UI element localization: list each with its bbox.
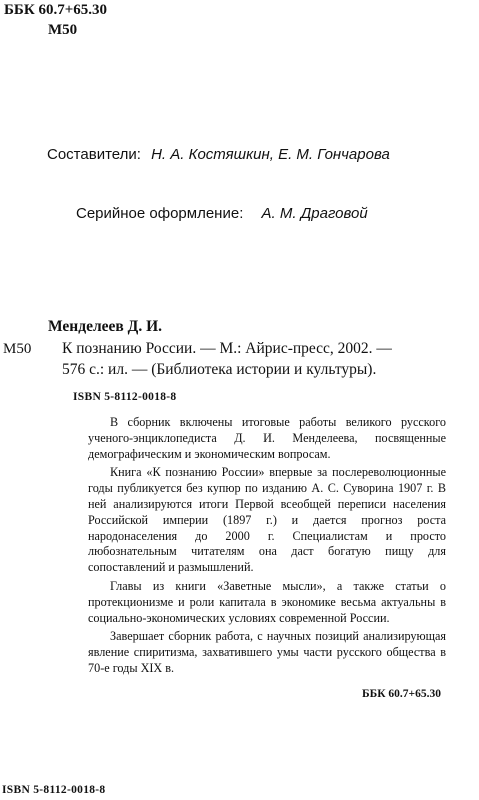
bbk-classification-top: ББК 60.7+65.30 bbox=[4, 2, 108, 18]
bibliographic-reference-line-2: 576 с.: ил. — (Библиотека истории и культуры). bbox=[62, 361, 377, 378]
bibliographic-reference-line-1: К познанию России. — М.: Айрис-пресс, 2002. — bbox=[62, 340, 392, 357]
isbn-catalog: ISBN 5-8112-0018-8 bbox=[73, 391, 177, 403]
design-line bbox=[76, 205, 368, 222]
annotation-paragraph: В сборник включены итоговые работы великого русского ученого-энциклопедиста Д. И. Менделеева, посвященные демографическим и экономическим вопросам. bbox=[88, 415, 446, 461]
annotation-paragraph: Завершает сборник работа, с научных позиций анализирующая явление спиритизма, захватившего умы части русского общества в 70-е годы XIX в. bbox=[88, 629, 446, 675]
annotation-paragraph: Главы из книги «Заветные мысли», а также статьи о протекционизме и роли капитала в экономике весьма актуальны в социально-экономических условиях современной России. bbox=[88, 578, 446, 625]
annotation bbox=[88, 415, 446, 680]
isbn-footer: ISBN 5-8112-0018-8 bbox=[2, 784, 106, 796]
catalog-author: Менделеев Д. И. bbox=[48, 318, 163, 335]
bbk-classification-bottom: ББК 60.7+65.30 bbox=[362, 688, 441, 700]
compilers-label: Составители: bbox=[47, 146, 141, 163]
author-code-top: М50 bbox=[48, 22, 78, 38]
design-name: А. М. Драговой bbox=[261, 205, 368, 222]
design-label: Серийное оформление: bbox=[76, 205, 244, 222]
annotation-paragraph: Книга «К познанию России» впервые за послереволюционные годы публикуется без купюр по изданию А. С. Суворина 1907 г. В ней анализируются итоги Первой всеобщей переписи населения Российской империи (1897 г.) и дается прогноз роста народонаселения до 2000 г. Специалистам и просто любознательным читателям она даст богатую пищу для сопоставлений и размышлений. bbox=[88, 465, 446, 575]
author-code-side: М50 bbox=[3, 341, 32, 357]
compilers-names: Н. А. Костяшкин, Е. М. Гончарова bbox=[151, 146, 390, 163]
compilers-line bbox=[47, 146, 390, 163]
